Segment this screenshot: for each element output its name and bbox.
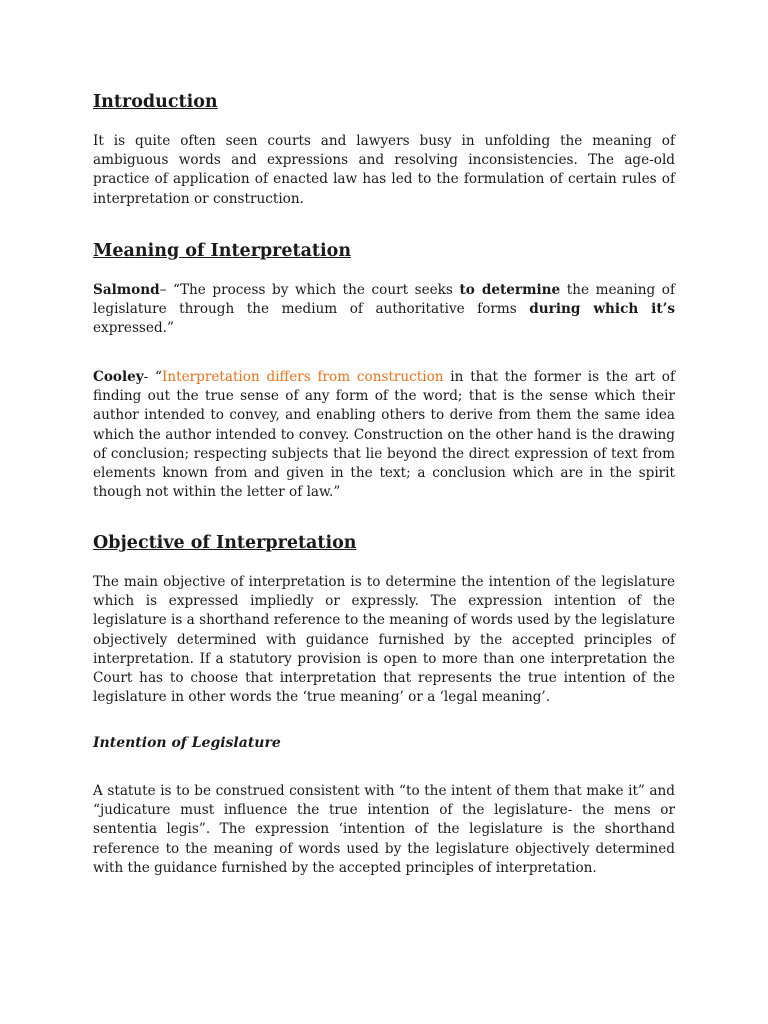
introduction-heading: Introduction (93, 92, 218, 112)
objective-heading: Objective of Interpretation (93, 533, 357, 553)
intention-heading: Intention of Legislature (93, 735, 281, 751)
cooley-name: Cooley (93, 369, 144, 385)
objective-paragraph: The main objective of interpretation is to determine the intention of the legislature which is expressed impliedly or expressly. The expression intention of the legislature is a shorthand reference to the meaning of words used by the legislature objectively determined with guidance furnished by the accepted principles of interpretation. If a statutory provision is open to more than one interpretation the Court has to choose that interpretation that represents the true intention of the legislature in other words the ‘true meaning’ or a ‘legal meaning’. (93, 574, 675, 706)
cooley-paragraph (93, 368, 675, 502)
cooley-highlight: Interpretation differs from construction (162, 369, 444, 385)
salmond-bold-1: to determine (459, 282, 561, 298)
introduction-paragraph: It is quite often seen courts and lawyers busy in unfolding the meaning of ambiguous words and expressions and resolving inconsistencies. The age-old practice of application of enacted law has led to the formulation of certain rules of interpretation or construction. (93, 133, 675, 207)
intention-paragraph: A statute is to be construed consistent with “to the intent of them that make it” and “judicature must influence the true intention of the legislature- the mens or sententia legis”. The expression ‘intention of the legislature is the shorthand reference to the meaning of words used by the legislature objectively determined with the guidance furnished by the accepted principles of interpretation. (93, 783, 675, 876)
cooley-text-2: in that the former is the art of finding out the true sense of any form of the word; that is the sense which their author intended to convey, and enabling others to derive from them the same idea which the author intended to convey. Construction on the other hand is the drawing of conclusion; respecting subjects that lie beyond the direct expression of text from elements known from and given in the text; a conclusion which are in the spirit though not within the letter of law.” (93, 369, 675, 501)
salmond-text-3: expressed.” (93, 320, 174, 337)
cooley-text-1: - “ (143, 369, 163, 385)
salmond-text-1: – “The process by which the court seeks (159, 282, 460, 298)
meaning-heading: Meaning of Interpretation (93, 241, 352, 261)
salmond-bold-2: during which it’s (529, 301, 676, 318)
salmond-paragraph (93, 281, 675, 339)
salmond-name: Salmond (93, 282, 160, 298)
salmond-text-2: the meaning of legislature through the medium of authoritative forms (93, 282, 675, 318)
